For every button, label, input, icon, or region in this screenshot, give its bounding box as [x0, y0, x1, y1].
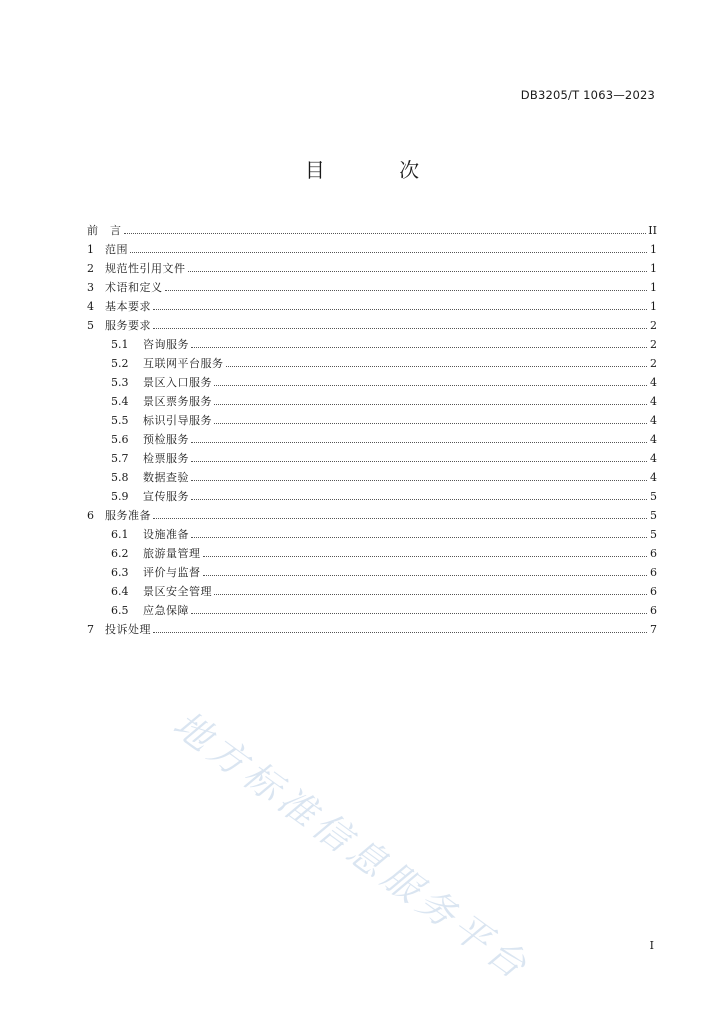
toc-entry-page: 5: [650, 509, 657, 522]
toc-entry-number: 6: [87, 509, 94, 522]
toc-entry-number: 5.9: [111, 490, 129, 503]
page-title: 目 次: [304, 158, 454, 182]
toc-entry-page: 2: [650, 319, 657, 332]
toc-entry-page: 6: [650, 604, 657, 617]
toc-entry-page: 4: [650, 452, 657, 465]
toc-entry-page: 5: [650, 490, 657, 503]
toc-entry[interactable]: [87, 260, 657, 279]
toc-dot-leader: [191, 536, 647, 538]
toc-entry-page: 5: [650, 528, 657, 541]
toc-entry-number: 6.1: [111, 528, 129, 541]
toc-entry-page: 1: [650, 281, 657, 294]
toc-entry-number: 5.8: [111, 471, 129, 484]
toc-entry[interactable]: [87, 298, 657, 317]
toc-dot-leader: [153, 327, 647, 329]
toc-dot-leader: [188, 270, 648, 272]
toc-entry-number: 5.1: [111, 338, 129, 351]
toc-entry-title: 服务准备: [105, 509, 151, 522]
toc-entry-number: 5.4: [111, 395, 129, 408]
toc-entry[interactable]: [87, 583, 657, 602]
toc-entry-title: 评价与监督: [143, 566, 201, 579]
toc-entry-page: 1: [650, 300, 657, 313]
toc-entry-number: 6.3: [111, 566, 129, 579]
toc-entry-title: 数据查验: [143, 471, 189, 484]
toc-dot-leader: [153, 308, 647, 310]
toc-entry[interactable]: [87, 450, 657, 469]
table-of-contents: [87, 222, 657, 640]
toc-dot-leader: [191, 460, 647, 462]
toc-dot-leader: [214, 422, 647, 424]
toc-dot-leader: [153, 631, 647, 633]
toc-dot-leader: [226, 365, 648, 367]
toc-entry[interactable]: [87, 488, 657, 507]
toc-entry-number: 1: [87, 243, 94, 256]
toc-entry-title: 应急保障: [143, 604, 189, 617]
toc-entry-number: 5.7: [111, 452, 129, 465]
toc-entry-title: 景区票务服务: [143, 395, 212, 408]
toc-entry-title: 术语和定义: [105, 281, 163, 294]
toc-entry[interactable]: [87, 279, 657, 298]
toc-entry[interactable]: [87, 393, 657, 412]
toc-dot-leader: [214, 384, 647, 386]
toc-entry-page: 7: [650, 623, 657, 636]
toc-dot-leader: [203, 555, 648, 557]
toc-entry[interactable]: [87, 621, 657, 640]
toc-entry-number: 5.5: [111, 414, 129, 427]
toc-entry[interactable]: [87, 564, 657, 583]
page-number: I: [649, 939, 654, 952]
toc-entry-title: 设施准备: [143, 528, 189, 541]
toc-entry-title: 基本要求: [105, 300, 151, 313]
toc-entry-page: 6: [650, 585, 657, 598]
toc-dot-leader: [191, 441, 647, 443]
document-code: DB3205/T 1063—2023: [520, 88, 655, 102]
toc-dot-leader: [191, 479, 647, 481]
toc-entry-number: 2: [87, 262, 94, 275]
toc-dot-leader: [124, 232, 647, 234]
toc-entry[interactable]: [87, 222, 657, 241]
toc-entry-title: 检票服务: [143, 452, 189, 465]
toc-dot-leader: [203, 574, 648, 576]
toc-entry-page: 1: [650, 243, 657, 256]
toc-entry-number: 4: [87, 300, 94, 313]
toc-dot-leader: [153, 517, 647, 519]
toc-entry-title: 咨询服务: [143, 338, 189, 351]
toc-entry-title: 旅游量管理: [143, 547, 201, 560]
toc-entry-title: 范围: [105, 243, 128, 256]
toc-entry-number: 5.6: [111, 433, 129, 446]
toc-entry[interactable]: [87, 317, 657, 336]
toc-dot-leader: [191, 498, 647, 500]
toc-entry-title: 景区入口服务: [143, 376, 212, 389]
toc-entry-page: 4: [650, 414, 657, 427]
toc-dot-leader: [214, 403, 647, 405]
toc-entry[interactable]: [87, 355, 657, 374]
toc-entry[interactable]: [87, 336, 657, 355]
toc-entry-title: 投诉处理: [105, 623, 151, 636]
toc-entry[interactable]: [87, 431, 657, 450]
toc-entry[interactable]: [87, 469, 657, 488]
toc-entry-page: 2: [650, 338, 657, 351]
toc-entry-page: 6: [650, 566, 657, 579]
toc-entry-page: 1: [650, 262, 657, 275]
toc-entry-number: 6.2: [111, 547, 129, 560]
toc-entry[interactable]: [87, 374, 657, 393]
toc-dot-leader: [165, 289, 648, 291]
toc-entry-number: 6.5: [111, 604, 129, 617]
toc-entry-title: 景区安全管理: [143, 585, 212, 598]
toc-entry-number: 7: [87, 623, 94, 636]
toc-entry-title: 规范性引用文件: [105, 262, 186, 275]
toc-entry-title: 服务要求: [105, 319, 151, 332]
toc-entry-page: II: [648, 224, 657, 237]
toc-entry[interactable]: [87, 412, 657, 431]
toc-dot-leader: [191, 346, 647, 348]
toc-dot-leader: [130, 251, 647, 253]
toc-entry-number: 6.4: [111, 585, 129, 598]
toc-entry-page: 4: [650, 471, 657, 484]
toc-entry-page: 4: [650, 376, 657, 389]
toc-entry-number: 5: [87, 319, 94, 332]
toc-entry[interactable]: [87, 545, 657, 564]
toc-entry[interactable]: [87, 507, 657, 526]
toc-dot-leader: [214, 593, 647, 595]
toc-entry-page: 2: [650, 357, 657, 370]
watermark: 地方标准信息服务平台: [165, 702, 539, 990]
toc-entry-title: 预检服务: [143, 433, 189, 446]
toc-entry[interactable]: [87, 602, 657, 621]
toc-entry[interactable]: [87, 526, 657, 545]
toc-entry-number: 3: [87, 281, 94, 294]
toc-entry-page: 4: [650, 395, 657, 408]
toc-entry-page: 4: [650, 433, 657, 446]
toc-entry-title: 互联网平台服务: [143, 357, 224, 370]
toc-entry-page: 6: [650, 547, 657, 560]
toc-entry-number: 5.3: [111, 376, 129, 389]
toc-entry[interactable]: [87, 241, 657, 260]
toc-entry-title: 标识引导服务: [143, 414, 212, 427]
toc-entry-title: 前 言: [87, 224, 122, 237]
toc-entry-number: 5.2: [111, 357, 129, 370]
toc-dot-leader: [191, 612, 647, 614]
toc-entry-title: 宣传服务: [143, 490, 189, 503]
